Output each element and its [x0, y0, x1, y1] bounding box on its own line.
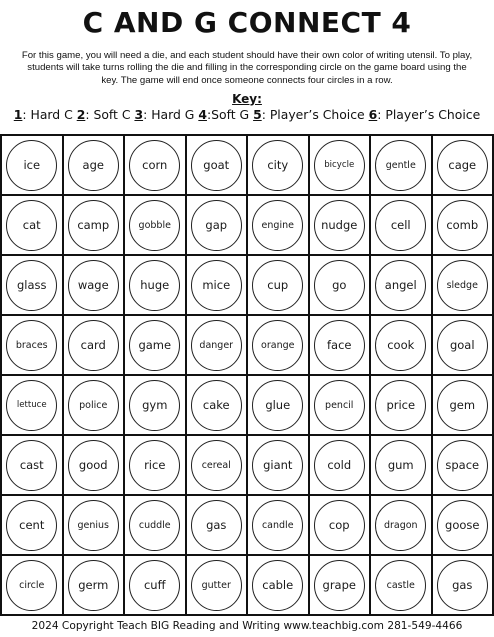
key-heading: Key: — [232, 92, 262, 106]
word-circle[interactable]: corn — [129, 140, 180, 191]
word-circle[interactable]: danger — [191, 320, 242, 371]
key-number: 3 — [134, 107, 144, 122]
board-cell — [310, 436, 372, 496]
word-circle[interactable]: castle — [375, 560, 426, 611]
board-cell — [125, 556, 187, 616]
key-number: 6 — [368, 107, 378, 122]
board-cell — [187, 436, 249, 496]
word-circle[interactable]: gas — [191, 500, 242, 551]
word-circle[interactable]: gem — [437, 380, 488, 431]
board-cell — [2, 196, 64, 256]
board-cell — [187, 556, 249, 616]
board-cell — [433, 496, 494, 556]
key-separator: : — [22, 107, 31, 122]
board-cell — [310, 376, 372, 436]
word-circle[interactable]: goal — [437, 320, 488, 371]
word-circle[interactable]: braces — [6, 320, 57, 371]
key-number: 2 — [76, 107, 86, 122]
board-cell — [2, 136, 64, 196]
word-circle[interactable]: police — [68, 380, 119, 431]
board-cell — [187, 136, 249, 196]
instructions-text: For this game, you will need a die, and each student should have their own color of writing utensil. To play, students will take turns rolling the die and filling in the corresponding circle on the game board using the key. The game will end once someone connects four circles in a row. — [21, 50, 473, 86]
word-circle[interactable]: engine — [252, 200, 303, 251]
board-cell — [187, 376, 249, 436]
word-circle[interactable]: cast — [6, 440, 57, 491]
word-circle[interactable]: candle — [252, 500, 303, 551]
word-circle[interactable]: sledge — [437, 260, 488, 311]
board-cell — [2, 256, 64, 316]
word-circle[interactable]: game — [129, 320, 180, 371]
word-circle[interactable]: wage — [68, 260, 119, 311]
board-cell — [433, 196, 494, 256]
board-cell — [2, 496, 64, 556]
board-cell — [2, 436, 64, 496]
board-cell — [371, 136, 433, 196]
key-separator: : — [377, 107, 386, 122]
word-circle[interactable]: giant — [252, 440, 303, 491]
board-cell — [248, 196, 310, 256]
key-label: Soft C — [93, 107, 135, 122]
board-cell — [371, 496, 433, 556]
copyright-footer: 2024 Copyright Teach BIG Reading and Writing www.teachbig.com 281-549-4466 — [31, 620, 463, 632]
word-circle[interactable]: cat — [6, 200, 57, 251]
board-cell — [371, 256, 433, 316]
word-circle[interactable]: gutter — [191, 560, 242, 611]
word-circle[interactable]: price — [375, 380, 426, 431]
word-circle[interactable]: cage — [437, 140, 488, 191]
key-separator: : — [85, 107, 94, 122]
board-cell — [187, 316, 249, 376]
word-circle[interactable]: rice — [129, 440, 180, 491]
board-cell — [187, 496, 249, 556]
word-circle[interactable]: space — [437, 440, 488, 491]
board-cell — [433, 316, 494, 376]
board-cell — [187, 256, 249, 316]
board-cell — [433, 556, 494, 616]
word-circle[interactable]: nudge — [314, 200, 365, 251]
word-circle[interactable]: gobble — [129, 200, 180, 251]
word-circle[interactable]: good — [68, 440, 119, 491]
board-cell — [64, 556, 126, 616]
board-cell — [248, 496, 310, 556]
board-cell — [310, 256, 372, 316]
word-circle[interactable]: goose — [437, 500, 488, 551]
board-cell — [2, 316, 64, 376]
word-circle[interactable]: cup — [252, 260, 303, 311]
board-cell — [433, 136, 494, 196]
word-circle[interactable]: cereal — [191, 440, 242, 491]
board-cell — [64, 376, 126, 436]
word-circle[interactable]: gym — [129, 380, 180, 431]
word-circle[interactable]: comb — [437, 200, 488, 251]
word-circle[interactable]: city — [252, 140, 303, 191]
word-circle[interactable]: circle — [6, 560, 57, 611]
board-cell — [433, 376, 494, 436]
board-cell — [125, 256, 187, 316]
board-cell — [310, 496, 372, 556]
word-circle[interactable]: lettuce — [6, 380, 57, 431]
word-circle[interactable]: pencil — [314, 380, 365, 431]
board-cell — [2, 556, 64, 616]
board-cell — [433, 436, 494, 496]
board-cell — [371, 196, 433, 256]
word-circle[interactable]: angel — [375, 260, 426, 311]
word-circle[interactable]: cable — [252, 560, 303, 611]
word-circle[interactable]: cuddle — [129, 500, 180, 551]
key-label: Hard C — [30, 107, 77, 122]
page-title: C AND G CONNECT 4 — [82, 6, 412, 39]
word-circle[interactable]: cop — [314, 500, 365, 551]
word-circle[interactable]: huge — [129, 260, 180, 311]
board-cell — [248, 256, 310, 316]
word-circle[interactable]: cold — [314, 440, 365, 491]
word-circle[interactable]: bicycle — [314, 140, 365, 191]
word-circle[interactable]: card — [68, 320, 119, 371]
board-cell — [125, 196, 187, 256]
board-cell — [248, 436, 310, 496]
board-cell — [371, 316, 433, 376]
board-cell — [64, 196, 126, 256]
key-label: Player’s Choice — [269, 107, 369, 122]
word-circle[interactable]: cuff — [129, 560, 180, 611]
word-circle[interactable]: grape — [314, 560, 365, 611]
word-circle[interactable]: germ — [68, 560, 119, 611]
word-circle[interactable]: gum — [375, 440, 426, 491]
board-cell — [64, 436, 126, 496]
word-circle[interactable]: orange — [252, 320, 303, 371]
board-cell — [64, 316, 126, 376]
key-label: Player’s Choice — [385, 107, 481, 122]
board-cell — [125, 496, 187, 556]
board-cell — [64, 496, 126, 556]
word-circle[interactable]: goat — [191, 140, 242, 191]
board-cell — [64, 256, 126, 316]
board-cell — [371, 556, 433, 616]
word-circle[interactable]: age — [68, 140, 119, 191]
word-circle[interactable]: gas — [437, 560, 488, 611]
board-cell — [248, 136, 310, 196]
board-cell — [2, 376, 64, 436]
key-number: 4 — [198, 107, 207, 122]
word-circle[interactable]: mice — [191, 260, 242, 311]
board-cell — [125, 316, 187, 376]
word-circle[interactable]: glass — [6, 260, 57, 311]
board-cell — [310, 196, 372, 256]
word-circle[interactable]: camp — [68, 200, 119, 251]
key-label: Hard G — [151, 107, 199, 122]
board-cell — [64, 136, 126, 196]
word-circle[interactable]: gentle — [375, 140, 426, 191]
word-circle[interactable]: glue — [252, 380, 303, 431]
word-circle[interactable]: cook — [375, 320, 426, 371]
word-circle[interactable]: genius — [68, 500, 119, 551]
word-circle[interactable]: gap — [191, 200, 242, 251]
board-cell — [125, 136, 187, 196]
key-label: Soft G — [211, 107, 254, 122]
key-separator: : — [143, 107, 152, 122]
board-cell — [125, 376, 187, 436]
word-circle[interactable]: cell — [375, 200, 426, 251]
key-number: 1 — [13, 107, 23, 122]
board-cell — [371, 376, 433, 436]
board-cell — [310, 316, 372, 376]
word-circle[interactable]: cent — [6, 500, 57, 551]
board-cell — [310, 136, 372, 196]
key-separator: : — [206, 107, 212, 122]
board-cell — [310, 556, 372, 616]
board-cell — [187, 196, 249, 256]
board-cell — [248, 316, 310, 376]
word-circle[interactable]: cake — [191, 380, 242, 431]
board-cell — [248, 376, 310, 436]
board-cell — [125, 436, 187, 496]
word-circle[interactable]: dragon — [375, 500, 426, 551]
word-circle[interactable]: go — [314, 260, 365, 311]
word-circle[interactable]: ice — [6, 140, 57, 191]
board-cell — [433, 256, 494, 316]
word-circle[interactable]: face — [314, 320, 365, 371]
board-cell — [248, 556, 310, 616]
board-cell — [371, 436, 433, 496]
key-line — [0, 107, 494, 123]
key-separator: : — [261, 107, 270, 122]
game-board — [0, 134, 494, 616]
key-number: 5 — [253, 107, 262, 122]
